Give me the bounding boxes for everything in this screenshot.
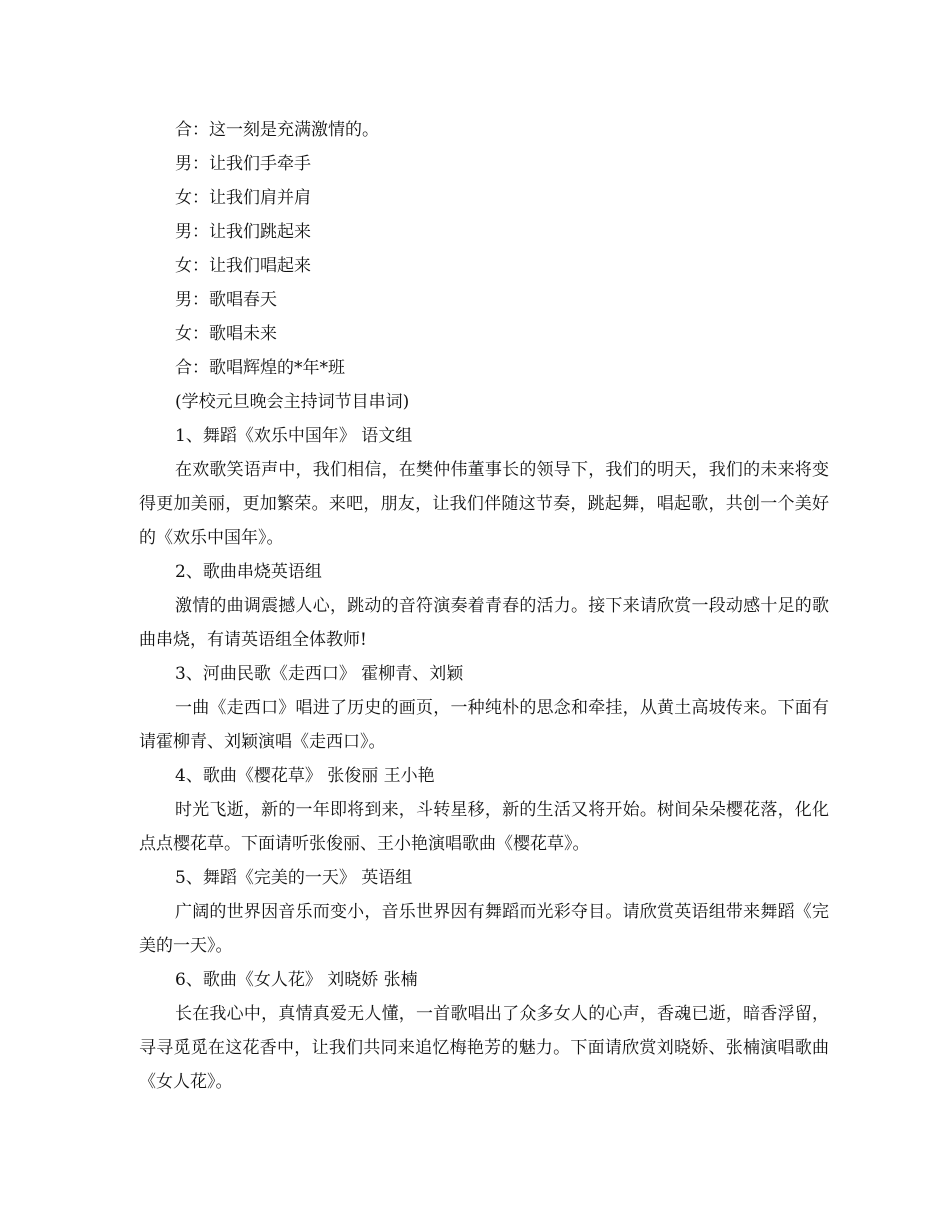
dialogue-line: 女：让我们唱起来 bbox=[175, 256, 311, 276]
dialogue-line: 男：让我们手牵手 bbox=[175, 154, 311, 174]
program-intro: 在欢歌笑语声中，我们相信，在樊仲伟董事长的领导下，我们的明天，我们的未来将变得更加美丽，更加繁荣。来吧，朋友，让我们伴随这节奏，跳起舞，唱起歌，共创一个美好的《欢乐中国年》。 bbox=[139, 460, 829, 548]
document-body bbox=[139, 113, 829, 1099]
program-heading: 2、歌曲串烧英语组 bbox=[175, 562, 322, 582]
dialogue-line: 女：让我们肩并肩 bbox=[175, 188, 311, 208]
program-heading: 6、歌曲《女人花》 刘晓娇 张楠 bbox=[175, 970, 418, 990]
dialogue-line: 男：让我们跳起来 bbox=[175, 222, 311, 242]
program-intro: 一曲《走西口》唱进了历史的画页，一种纯朴的思念和牵挂，从黄土高坡传来。下面有请霍柳青、刘颖演唱《走西口》。 bbox=[139, 698, 829, 752]
program-heading: 4、歌曲《樱花草》 张俊丽 王小艳 bbox=[175, 766, 435, 786]
dialogue-line: 合：这一刻是充满激情的。 bbox=[175, 120, 379, 140]
dialogue-line: 男：歌唱春天 bbox=[175, 290, 277, 310]
program-intro: 激情的曲调震撼人心，跳动的音符演奏着青春的活力。接下来请欣赏一段动感十足的歌曲串烧，有请英语组全体教师! bbox=[139, 596, 829, 650]
program-heading: 1、舞蹈《欢乐中国年》 语文组 bbox=[175, 426, 413, 446]
dialogue-line: 合：歌唱辉煌的*年*班 bbox=[175, 358, 345, 378]
program-heading: 3、河曲民歌《走西口》 霍柳青、刘颖 bbox=[175, 664, 464, 684]
dialogue-line: 女：歌唱未来 bbox=[175, 324, 277, 344]
program-intro: 广阔的世界因音乐而变小，音乐世界因有舞蹈而光彩夺目。请欣赏英语组带来舞蹈《完美的一天》。 bbox=[139, 902, 829, 956]
program-heading: 5、舞蹈《完美的一天》 英语组 bbox=[175, 868, 413, 888]
section-note: (学校元旦晚会主持词节目串词) bbox=[175, 392, 410, 412]
program-intro: 长在我心中，真情真爱无人懂，一首歌唱出了众多女人的心声，香魂已逝，暗香浮留，寻寻觅觅在这花香中，让我们共同来追忆梅艳芳的魅力。下面请欣赏刘晓娇、张楠演唱歌曲《女人花》。 bbox=[139, 1004, 829, 1092]
program-intro: 时光飞逝，新的一年即将到来，斗转星移，新的生活又将开始。树间朵朵樱花落，化化点点樱花草。下面请听张俊丽、王小艳演唱歌曲《樱花草》。 bbox=[139, 800, 829, 854]
